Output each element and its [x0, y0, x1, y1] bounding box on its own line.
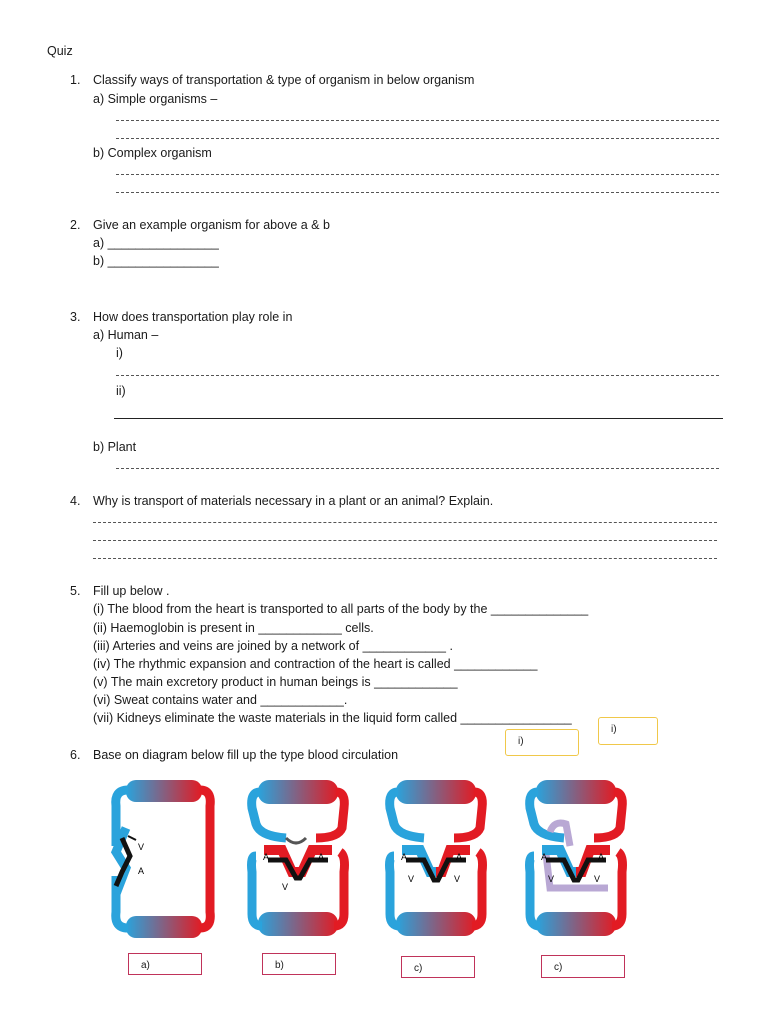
- circulation-diagram-a: [108, 776, 220, 944]
- box-label: i): [611, 724, 617, 735]
- answer-line[interactable]: [116, 375, 719, 376]
- answer-box-c1[interactable]: [401, 956, 475, 978]
- svg-text:A: A: [401, 852, 408, 862]
- svg-text:A: A: [541, 852, 548, 862]
- svg-text:V: V: [454, 874, 461, 884]
- q5-item: (vii) Kidneys eliminate the waste materials in the liquid form called ________________: [93, 711, 572, 725]
- q3-text: How does transportation play role in: [93, 310, 293, 324]
- circulation-diagram-b: [246, 776, 350, 944]
- answer-line[interactable]: [93, 540, 717, 541]
- capillary-bed-bottom: [126, 916, 202, 938]
- q1-option-a: a) Simple organisms –: [93, 92, 218, 106]
- quiz-title: Quiz: [47, 44, 73, 58]
- q2-text: Give an example organism for above a & b: [93, 218, 330, 232]
- answer-line[interactable]: [116, 468, 719, 469]
- answer-line[interactable]: [116, 192, 719, 193]
- svg-text:V: V: [548, 874, 555, 884]
- q5-item: (v) The main excretory product in human beings is ____________: [93, 675, 458, 689]
- svg-text:V: V: [594, 874, 601, 884]
- answer-box-a[interactable]: [128, 953, 202, 975]
- q6-text: Base on diagram below fill up the type blood circulation: [93, 748, 399, 762]
- q3-number: 3.: [70, 310, 81, 324]
- q1-text: Classify ways of transportation & type of organism in below organism: [93, 73, 475, 87]
- q3-sub-ii: ii): [116, 384, 126, 398]
- label-v: V: [138, 842, 145, 852]
- svg-text:A: A: [318, 852, 325, 862]
- q5-item: (iv) The rhythmic expansion and contraction of the heart is called ____________: [93, 657, 538, 671]
- capillary-bed-top: [126, 780, 202, 802]
- q2-option-b[interactable]: b) ________________: [93, 254, 219, 268]
- q5-text: Fill up below .: [93, 584, 170, 598]
- answer-line[interactable]: [114, 418, 723, 419]
- circulation-diagram-c2: [524, 776, 632, 944]
- answer-line[interactable]: [116, 120, 719, 121]
- answer-box-c2[interactable]: [541, 955, 625, 978]
- box-label: c): [414, 963, 423, 974]
- answer-box-yellow[interactable]: [598, 717, 658, 745]
- answer-box-b[interactable]: [262, 953, 336, 975]
- answer-line[interactable]: [116, 138, 719, 139]
- svg-text:A: A: [263, 852, 270, 862]
- q3-sub-i: i): [116, 346, 123, 360]
- q1-number: 1.: [70, 73, 81, 87]
- q6-number: 6.: [70, 748, 81, 762]
- q5-number: 5.: [70, 584, 81, 598]
- answer-line[interactable]: [93, 522, 717, 523]
- svg-text:V: V: [408, 874, 415, 884]
- box-label: a): [141, 960, 150, 971]
- label-a: A: [138, 866, 145, 876]
- q5-item: (i) The blood from the heart is transported to all parts of the body by the ______________: [93, 602, 589, 616]
- svg-text:V: V: [282, 882, 289, 892]
- box-label: b): [275, 960, 284, 971]
- svg-text:A: A: [456, 852, 463, 862]
- box-label: c): [554, 962, 563, 973]
- answer-box-yellow[interactable]: [505, 729, 579, 756]
- q2-option-a[interactable]: a) ________________: [93, 236, 219, 250]
- q5-item: (vi) Sweat contains water and ____________.: [93, 693, 348, 707]
- q3-option-b: b) Plant: [93, 440, 137, 454]
- box-label: i): [518, 736, 524, 747]
- answer-line[interactable]: [93, 558, 717, 559]
- q3-option-a: a) Human –: [93, 328, 159, 342]
- svg-text:A: A: [598, 852, 605, 862]
- circulation-diagram-c1: [384, 776, 488, 944]
- q4-number: 4.: [70, 494, 81, 508]
- q2-number: 2.: [70, 218, 81, 232]
- q5-item: (ii) Haemoglobin is present in ____________ cells.: [93, 621, 374, 635]
- answer-line[interactable]: [116, 174, 719, 175]
- q1-option-b: b) Complex organism: [93, 146, 212, 160]
- q5-item: (iii) Arteries and veins are joined by a network of ____________ .: [93, 639, 453, 653]
- q4-text: Why is transport of materials necessary in a plant or an animal? Explain.: [93, 494, 494, 508]
